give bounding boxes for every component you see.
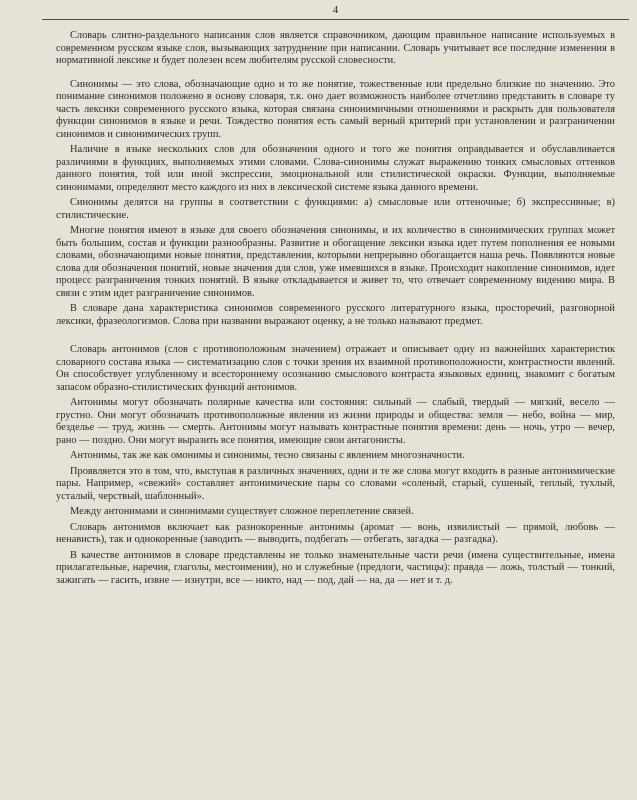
antonyms-paragraph: Между антонимами и синонимами существует сложное переплетение связей. [70,506,414,517]
synonyms-paragraph: Многие понятия имеют в языке для своего обозначения синонимы, и их количество в синонимических группах может быть большим, состав и функции разнообразны. Развитие и обогащение лексики языка идет путем пополнения ее новыми словами, обозначающими новые понятия, представления, которыми непрерывно обогащается наша речь. Появляются новые слова для обозначения понятий, новые значения для слов, уже имевшихся в языке. Происходит накопление синонимов, идет процесс разграничения тонких понятий. В языке откладывается и живет то, что отвечает современному видению мира. В связи с этим идет разграничение синонимов. [56,225,615,299]
page-number: 4 [332,4,339,16]
intro-paragraph: Словарь слитно-раздельного написания слов является справочником, дающим правильное написание используемых в современном русском языке слов, вызывающих затруднение при написании. Словарь учитывает все последние изменения в нормативной лексике и будет полезен всем любителям русской словесности. [56,30,615,66]
intro-section [56,30,615,68]
synonyms-section [56,79,615,329]
section-spacer [56,331,615,344]
section-spacer [56,71,615,79]
antonyms-paragraph: В качестве антонимов в словаре представлены не только знаменательные части речи (имена существительные, имена прилагательные, наречия, глаголы, местоимения), но и служебные (предлоги, частицы): правда — ложь, толстый — тонкий, зажигать — гасить, извне — изнутри, все — никто, над — под, дай — на, да — нет и т. д. [56,549,615,586]
antonyms-paragraph: Антонимы могут обозначать полярные качества или состояния: сильный — слабый, твердый — мягкий, весело — грустно. Они могут обозначать противоположные явления из жизни природы и общества: земля — небо, война — мир, безделье — труд, жизнь — смерть. Антонимы могут называть контрастные понятия времени: день — ночь, утро — вечер, рано — поздно. Они могут выразить все понятия, имеющие свои антагонисты. [56,397,615,446]
synonyms-paragraph: Синонимы — это слова, обозначающие одно и то же понятие, тожественные или предельно близкие по значению. Это понимание синонимов положено в основу словаря, т.к. оно дает возможность наиболее отчетливо представить в словаре ту часть лексики современного русского языка, которая связана синонимичными отношениями и раскрыть для пользователя функции синонимов в языке и речи. Тождество понятия есть самый верный критерий при установлении и разграничении синонимов и синонимических групп. [56,78,615,140]
antonyms-section [56,344,615,587]
synonyms-paragraph: Синонимы делятся на группы в соответствии с функциями: а) смысловые или оттеночные; б) экспрессивные; в) стилистические. [56,197,615,221]
antonyms-paragraph: Проявляется это в том, что, выступая в различных значениях, одни и те же слова могут входить в разные антонимические пары. Например, «свежий» составляет антонимические пары со словами «соленый, старый, сушеный, теплый, тухлый, усталый, черствый, шаблонный». [56,465,615,502]
header-rule [42,19,629,20]
synonyms-paragraph: В словаре дана характеристика синонимов современного русского литературного языка, просторечий, разговорной лексики, фразеологизмов. Слова при названии выражают оценку, а не только называют предмет. [56,303,615,327]
antonyms-paragraph: Словарь антонимов включает как разнокоренные антонимы (аромат — вонь, извилистый — прямой, любовь — ненависть), так и однокоренные (заводить — выводить, подбегать — отбегать, загадка — разгадка). [56,521,615,545]
antonyms-paragraph: Антонимы, так же как омонимы и синонимы, тесно связаны с явлением многозначности. [70,450,465,461]
synonyms-paragraph: Наличие в языке нескольких слов для обозначения одного и того же понятия оправдывается и обуславливается различиями в функциях, выполняемых этими словами. Слова-синонимы служат выражению тонких смысловых оттенков данного понятия, той или иной экспрессии, эмоциональной или стилистической окраски. Функции, выполняемые синонимами, определяют место каждого из них в лексической системе языка данного времени. [56,144,615,193]
antonyms-paragraph: Словарь антонимов (слов с противоположным значением) отражает и описывает одну из важнейших характеристик словарного состава языка — систематизацию слов с точки зрения их взаимной противоположности, контрастности явлений. Он способствует углубленному и всестороннему осознанию смыслового контраста языковых единиц, знакомит с богатым запасом образно-стилистических функций антонимов. [56,344,615,393]
